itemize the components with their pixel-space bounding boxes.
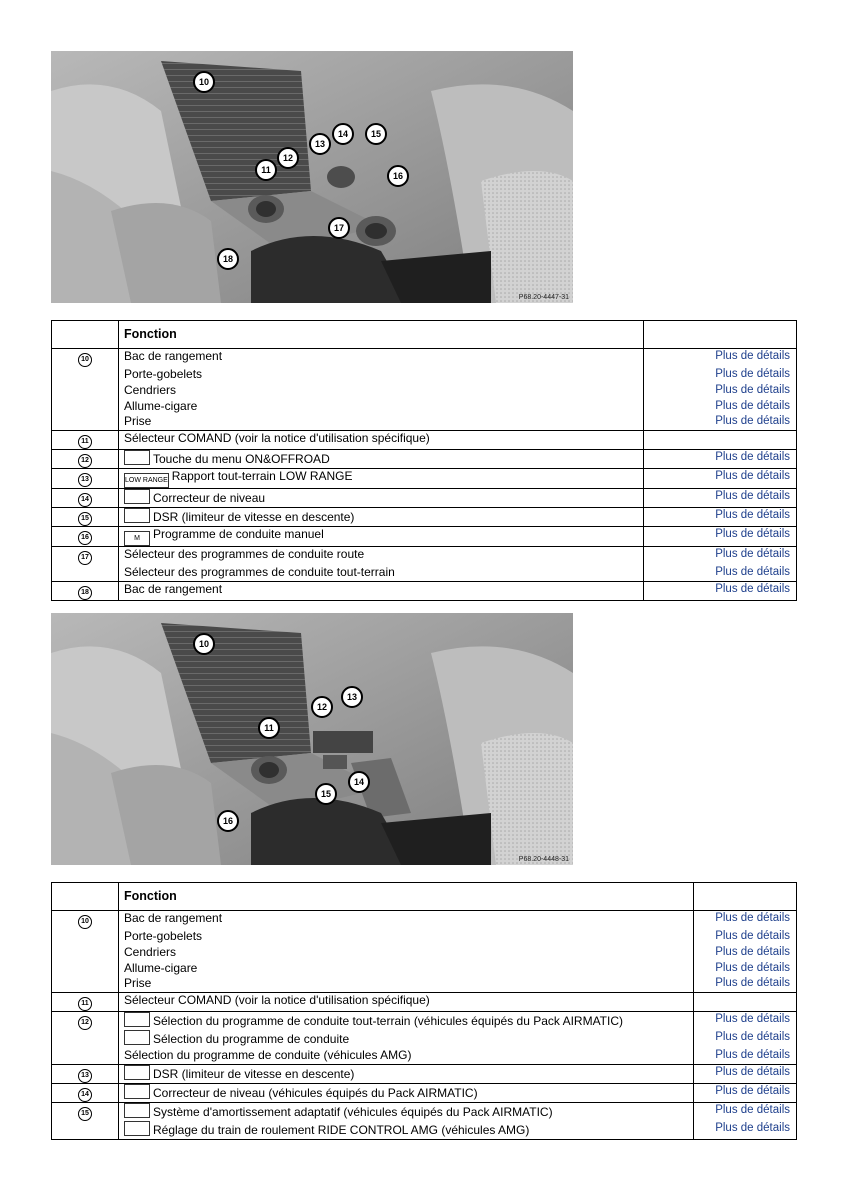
function-cell [119,450,644,469]
low-range-icon: LOW RANGE [124,473,169,488]
function-text: Allume-cigare [124,398,198,413]
item-number-cell [52,565,119,581]
function-text: Sélection du programme de conduite [153,1032,350,1047]
table-row [52,1064,797,1083]
details-link[interactable]: Plus de détails [715,945,790,958]
function-table-2 [51,882,797,1140]
table-row [52,945,797,961]
function-cell [119,383,644,399]
details-cell [694,1064,797,1083]
function-text: Sélecteur des programmes de conduite route [124,547,365,562]
figure-reference: P68.20-4448-31 [518,856,569,863]
details-cell [694,1102,797,1121]
item-number-cell [52,976,119,992]
function-text: Sélection du programme de conduite tout-terrain (véhicules équipés du Pack AIRMATIC) [153,1014,624,1029]
figure-reference: P68.20-4447-31 [518,294,569,301]
details-link[interactable]: Plus de détails [715,912,790,924]
details-cell [694,976,797,992]
function-text: Sélecteur des programmes de conduite tout-terrain [124,565,395,580]
function-cell [119,1083,694,1102]
details-link[interactable]: Plus de détails [715,1048,790,1061]
dsr-icon [124,1065,150,1080]
table-row [52,1121,797,1139]
details-cell [644,399,797,415]
details-link[interactable]: Plus de détails [715,1031,790,1044]
function-cell [119,489,644,508]
table-row [52,1102,797,1121]
console-photo-2 [51,613,573,865]
table-row [52,961,797,977]
function-cell [119,929,694,945]
table-row [52,911,797,930]
item-number-cell [52,367,119,383]
item-number-cell [52,993,119,1012]
function-cell [119,1121,694,1139]
table-row [52,1048,797,1064]
details-link[interactable]: Plus de détails [715,961,790,974]
details-link[interactable]: Plus de détails [715,1084,790,1097]
item-number-cell [52,431,119,450]
drive-program-icon [124,1030,150,1045]
function-text: DSR (limiteur de vitesse en descente) [153,510,355,525]
details-header [644,321,797,349]
details-link[interactable]: Plus de détails [715,415,790,428]
function-text: Correcteur de niveau [153,491,266,506]
details-link[interactable]: Plus de détails [715,490,790,503]
item-number-cell [52,1012,119,1031]
function-cell [119,547,644,566]
table-row [52,565,797,581]
function-text: Prise [124,414,152,429]
item-number-cell [52,527,119,547]
details-cell [694,961,797,977]
details-cell [644,414,797,430]
table-row [52,367,797,383]
table-row [52,547,797,566]
callout-13: 13 [341,686,363,708]
item-number-cell [52,489,119,508]
callout-16: 16 [217,810,239,832]
function-header: Fonction [119,321,644,349]
details-header [694,883,797,911]
function-cell [119,581,644,600]
function-cell [119,911,694,930]
callout-13: 13 [309,133,331,155]
details-cell [644,450,797,469]
callout-14: 14 [332,123,354,145]
function-cell [119,349,644,368]
item-number-cell [52,1121,119,1139]
table-row [52,399,797,415]
function-text: Bac de rangement [124,911,223,925]
details-link[interactable]: Plus de détails [715,1103,790,1116]
details-cell [694,1083,797,1102]
item-number: 14 [78,493,92,507]
details-link[interactable]: Plus de détails [715,451,790,464]
function-text: Réglage du train de roulement RIDE CONTROL AMG (véhicules AMG) [153,1122,530,1137]
offroad-program-icon [124,1012,150,1027]
num-header [52,883,119,911]
item-number: 13 [78,473,92,487]
details-cell [694,911,797,930]
details-link[interactable]: Plus de détails [715,399,790,412]
item-number-cell [52,929,119,945]
function-cell [119,399,644,415]
details-cell [644,508,797,527]
details-link[interactable]: Plus de détails [715,350,790,362]
details-cell [644,383,797,399]
function-cell [119,961,694,977]
item-number: 13 [78,1069,92,1083]
details-cell [644,367,797,383]
console-illustration [51,613,573,865]
table-row [52,414,797,430]
table-row [52,469,797,489]
damping-icon [124,1103,150,1118]
details-cell [644,565,797,581]
function-text: Porte-gobelets [124,367,203,381]
item-number-cell [52,581,119,600]
details-cell [694,993,797,1012]
item-number-cell [52,399,119,415]
details-cell [644,469,797,489]
function-cell [119,469,644,489]
item-number: 11 [78,435,92,449]
details-link[interactable]: Plus de détails [715,1013,790,1026]
item-number: 12 [78,1016,92,1030]
function-cell [119,414,644,430]
item-number: 18 [78,586,92,600]
details-cell [694,929,797,945]
details-link[interactable]: Plus de détails [715,383,790,396]
callout-15: 15 [365,123,387,145]
item-number-cell [52,911,119,930]
manual-mode-icon: M [124,531,150,546]
function-cell [119,993,694,1012]
details-link[interactable]: Plus de détails [715,548,790,561]
function-text: Porte-gobelets [124,929,203,943]
table-row [52,1012,797,1031]
function-text: Prise [124,976,152,991]
function-text: Bac de rangement [124,349,223,363]
details-link[interactable]: Plus de détails [715,566,790,579]
table-row [52,508,797,527]
details-link[interactable]: Plus de détails [715,977,790,990]
function-cell [119,1030,694,1048]
menu-key-icon [124,450,150,465]
callout-14: 14 [348,771,370,793]
item-number-cell [52,1083,119,1102]
details-link[interactable]: Plus de détails [715,930,790,942]
item-number-cell [52,1030,119,1048]
details-link[interactable]: Plus de détails [715,1121,790,1134]
num-header [52,321,119,349]
function-table-1 [51,320,797,601]
details-link[interactable]: Plus de détails [715,470,790,483]
function-text: Cendriers [124,944,177,959]
item-number-cell [52,414,119,430]
item-number-cell [52,1064,119,1083]
table-row [52,581,797,600]
details-cell [694,1121,797,1139]
item-number: 14 [78,1088,92,1102]
callout-12: 12 [311,696,333,718]
function-header: Fonction [119,883,694,911]
table-row [52,976,797,992]
details-cell [694,945,797,961]
function-text: Sélecteur COMAND (voir la notice d'utilisation spécifique) [124,431,430,446]
table-row [52,349,797,368]
details-cell [644,349,797,368]
item-number: 10 [78,353,92,367]
ride-control-icon [124,1121,150,1136]
function-text: Touche du menu ON&OFFROAD [153,452,330,467]
function-text: Bac de rangement [124,581,223,596]
function-text: Allume-cigare [124,960,198,975]
item-number-cell [52,450,119,469]
function-cell [119,976,694,992]
item-number-cell [52,383,119,399]
item-number-cell [52,1102,119,1121]
item-number-cell [52,945,119,961]
item-number-cell [52,1048,119,1064]
function-text: Programme de conduite manuel [153,527,324,542]
details-cell [644,547,797,566]
item-number: 16 [78,531,92,545]
details-link[interactable]: Plus de détails [715,509,790,522]
item-number-cell [52,508,119,527]
details-link[interactable]: Plus de détails [715,528,790,541]
callout-18: 18 [217,248,239,270]
callout-17: 17 [328,217,350,239]
table-row [52,383,797,399]
table-row [52,993,797,1012]
item-number: 15 [78,512,92,526]
function-cell [119,1102,694,1121]
callout-10: 10 [193,633,215,655]
item-number-cell [52,349,119,368]
details-cell [644,489,797,508]
table-row [52,1083,797,1102]
item-number: 15 [78,1107,92,1121]
table-row [52,450,797,469]
function-text: Correcteur de niveau (véhicules équipés du Pack AIRMATIC) [153,1085,478,1100]
details-cell [644,527,797,547]
function-cell [119,1048,694,1064]
level-control-icon [124,1084,150,1099]
function-text: Cendriers [124,382,177,397]
details-cell [694,1012,797,1031]
item-number-cell [52,547,119,566]
function-cell [119,945,694,961]
function-text: Rapport tout-terrain LOW RANGE [171,469,353,484]
callout-11: 11 [258,717,280,739]
function-text: DSR (limiteur de vitesse en descente) [153,1066,355,1081]
details-cell [644,581,797,600]
item-number: 10 [78,915,92,929]
function-cell [119,367,644,383]
item-number-cell [52,961,119,977]
function-text: Sélecteur COMAND (voir la notice d'utilisation spécifique) [124,993,430,1008]
function-cell [119,527,644,547]
dsr-icon [124,508,150,523]
function-cell [119,565,644,581]
item-number: 11 [78,997,92,1011]
details-link[interactable]: Plus de détails [715,582,790,595]
callout-12: 12 [277,147,299,169]
function-cell [119,508,644,527]
callout-15: 15 [315,783,337,805]
table-row [52,431,797,450]
function-text: Sélection du programme de conduite (véhicules AMG) [124,1047,412,1062]
table-row [52,1030,797,1048]
item-number-cell [52,469,119,489]
callout-16: 16 [387,165,409,187]
function-text: Système d'amortissement adaptatif (véhicules équipés du Pack AIRMATIC) [153,1104,553,1119]
function-cell [119,1064,694,1083]
item-number: 17 [78,551,92,565]
table-row [52,929,797,945]
console-illustration [51,51,573,303]
details-cell [644,431,797,450]
item-number: 12 [78,454,92,468]
console-photo-1 [51,51,573,303]
level-control-icon [124,489,150,504]
function-cell [119,1012,694,1031]
details-link[interactable]: Plus de détails [715,1065,790,1078]
details-cell [694,1030,797,1048]
table-row [52,489,797,508]
details-link[interactable]: Plus de détails [715,368,790,380]
details-cell [694,1048,797,1064]
callout-11: 11 [255,159,277,181]
function-cell [119,431,644,450]
callout-10: 10 [193,71,215,93]
table-row [52,527,797,547]
